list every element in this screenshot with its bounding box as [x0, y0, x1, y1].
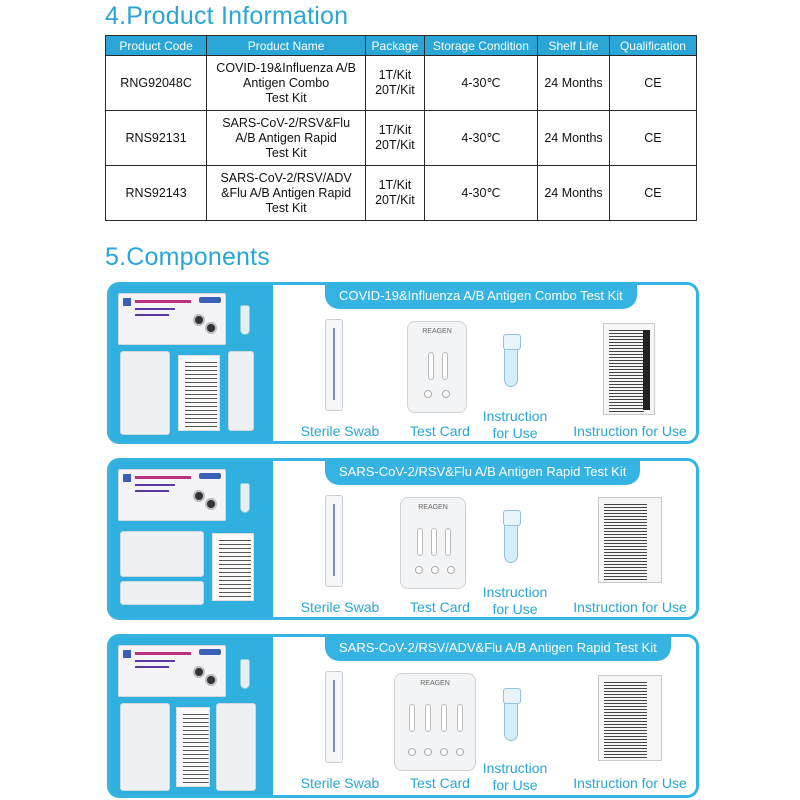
label-instruction-tube: Instruction for Use	[482, 584, 548, 617]
swab-pouch-image	[120, 531, 204, 577]
header-product-code: Product Code	[106, 36, 207, 56]
sterile-swab-image	[325, 671, 343, 763]
swab-pouch-image	[120, 351, 170, 435]
card-pouch-image	[120, 581, 204, 605]
label-test-card: Test Card	[410, 775, 470, 791]
leaflet-image	[176, 707, 210, 787]
sterile-swab-image	[325, 319, 343, 411]
product-name: SARS-CoV-2/RSV&Flu A/B Antigen Rapid Test Kit	[207, 111, 366, 166]
shelf-life: 24 Months	[538, 166, 610, 221]
product-code: RNG92048C	[106, 56, 207, 111]
instruction-leaflet-image	[603, 323, 655, 415]
package: 1T/Kit 20T/Kit	[366, 166, 425, 221]
buffer-tube-image	[240, 483, 250, 513]
kit-box-image	[118, 293, 226, 345]
product-info-table	[105, 35, 697, 221]
buffer-tube-image	[504, 347, 518, 387]
header-shelf-life: Shelf Life	[538, 36, 610, 56]
product-code: RNS92131	[106, 111, 207, 166]
product-name: COVID-19&Influenza A/B Antigen Combo Test Kit	[207, 56, 366, 111]
table-row	[106, 166, 697, 221]
buffer-tube-image	[240, 305, 250, 335]
package: 1T/Kit 20T/Kit	[366, 111, 425, 166]
table-row	[106, 111, 697, 166]
storage-condition: 4-30℃	[424, 166, 537, 221]
instruction-leaflet-image	[598, 497, 662, 583]
storage-condition: 4-30℃	[424, 56, 537, 111]
panel-banner: SARS-CoV-2/RSV&Flu A/B Antigen Rapid Test Kit	[325, 458, 640, 485]
kit-box-image	[118, 469, 226, 521]
header-product-name: Product Name	[207, 36, 366, 56]
swab-pouch-image	[120, 703, 170, 791]
test-card-image: REAGEN	[400, 497, 466, 589]
buffer-tube-image	[504, 523, 518, 563]
panel-banner: SARS-CoV-2/RSV/ADV&Flu A/B Antigen Rapid Test Kit	[325, 634, 671, 661]
buffer-tube-image	[240, 659, 250, 689]
component-panel-2	[107, 458, 699, 620]
label-instruction-for-use: Instruction for Use	[573, 599, 687, 615]
qualification: CE	[609, 56, 696, 111]
section-5-title: 5.Components	[105, 243, 270, 271]
header-storage-condition: Storage Condition	[424, 36, 537, 56]
header-package: Package	[366, 36, 425, 56]
kit-box-image	[118, 645, 226, 697]
label-sterile-swab: Sterile Swab	[300, 599, 380, 615]
table-header-row	[106, 36, 697, 56]
header-qualification: Qualification	[609, 36, 696, 56]
label-instruction-tube: Instruction for Use	[482, 408, 548, 441]
table-row	[106, 56, 697, 111]
card-pouch-image	[228, 351, 254, 431]
storage-condition: 4-30℃	[424, 111, 537, 166]
sterile-swab-image	[325, 495, 343, 587]
shelf-life: 24 Months	[538, 111, 610, 166]
section-4-title: 4.Product Information	[105, 2, 349, 30]
qualification: CE	[609, 166, 696, 221]
test-card-image: REAGEN	[407, 321, 467, 413]
instruction-leaflet-image	[598, 675, 662, 761]
label-test-card: Test Card	[410, 423, 470, 439]
label-test-card: Test Card	[410, 599, 470, 615]
product-code: RNS92143	[106, 166, 207, 221]
leaflet-image	[212, 533, 254, 601]
component-panel-1	[107, 282, 699, 444]
leaflet-image	[178, 355, 220, 431]
buffer-tube-image	[504, 701, 518, 741]
label-sterile-swab: Sterile Swab	[300, 423, 380, 439]
label-instruction-for-use: Instruction for Use	[573, 423, 687, 439]
package: 1T/Kit 20T/Kit	[366, 56, 425, 111]
label-sterile-swab: Sterile Swab	[300, 775, 380, 791]
product-name: SARS-CoV-2/RSV/ADV &Flu A/B Antigen Rapid Test Kit	[207, 166, 366, 221]
label-instruction-for-use: Instruction for Use	[573, 775, 687, 791]
label-instruction-tube: Instruction for Use	[482, 760, 548, 793]
test-card-image: REAGEN	[394, 673, 476, 771]
component-panel-3	[107, 634, 699, 798]
shelf-life: 24 Months	[538, 56, 610, 111]
card-pouch-image	[216, 703, 256, 791]
qualification: CE	[609, 111, 696, 166]
panel-banner: COVID-19&Influenza A/B Antigen Combo Test Kit	[325, 282, 637, 309]
